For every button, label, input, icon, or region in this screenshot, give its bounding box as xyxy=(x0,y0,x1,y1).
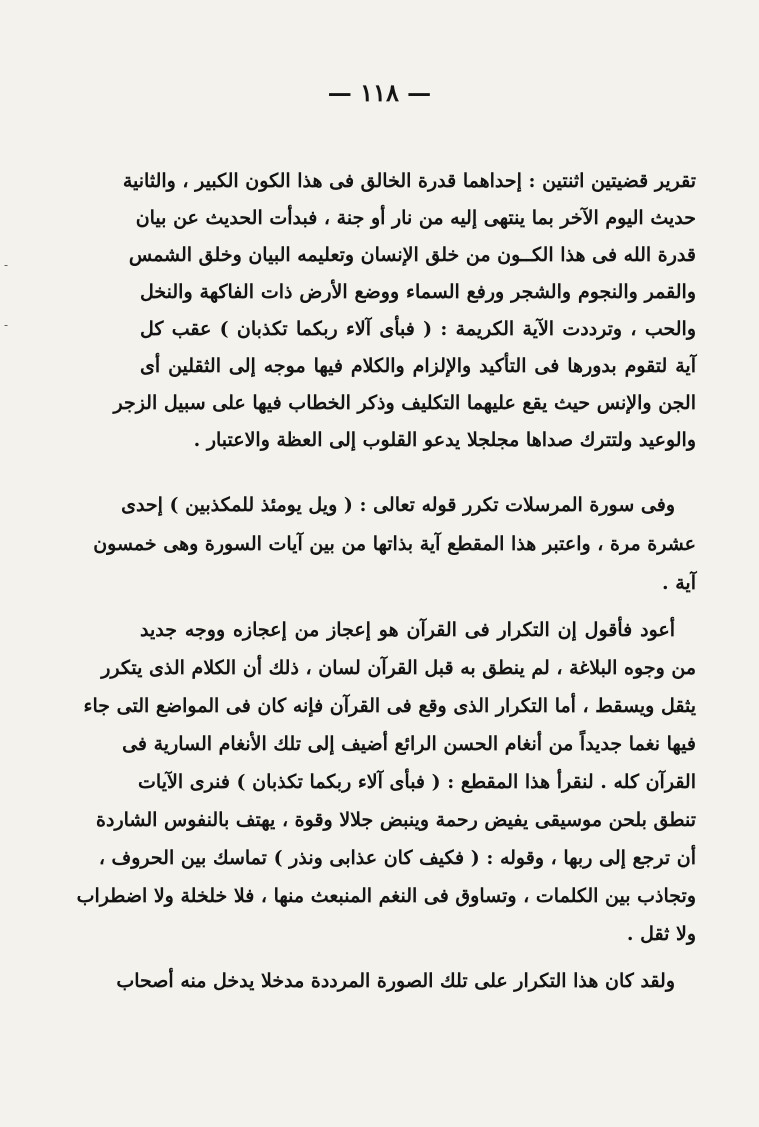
margin-mark: - xyxy=(4,318,9,332)
text-line: آية . xyxy=(662,572,696,594)
text-line: والحب ، وترددت الآية الكريمة : ( فبأى آلاء ربكما تكذبان ) عقب كل xyxy=(140,318,696,340)
text-line: وتجاذب بين الكلمات ، وتساوق فى النغم المنبعث منها ، فلا خلخلة ولا اضطراب xyxy=(76,885,696,907)
text-line: حديث اليوم الآخر بما ينتهى إليه من نار أو جنة ، فبدأت الحديث عن بيان xyxy=(135,207,696,229)
text-line: تقرير قضيتين اثنتين : إحداهما قدرة الخالق فى هذا الكون الكبير ، والثانية xyxy=(122,170,696,192)
text-line: ولا ثقل . xyxy=(626,923,696,945)
text-line: ولقد كان هذا التكرار على تلك الصورة المرددة مدخلا يدخل منه أصحاب xyxy=(116,970,675,992)
text-line: والوعيد ولتترك صداها مجلجلا يدعو القلوب إلى العظة والاعتبار . xyxy=(193,429,696,451)
text-line: القرآن كله . لنقرأ هذا المقطع : ( فبأى آلاء ربكما تكذبان ) فنرى الآيات xyxy=(138,771,696,793)
text-line: يثقل ويسقط ، أما التكرار الذى وقع فى القرآن فإنه كان فى المواضع التى جاء xyxy=(83,695,696,717)
text-line: آية لتقوم بدورها فى التأكيد والإلزام والكلام فيها موجه إلى الثقلين أى xyxy=(140,355,696,377)
text-line: من وجوه البلاغة ، لم ينطق به قبل القرآن لسان ، ذلك أن الكلام الذى يتكرر xyxy=(101,657,696,679)
page-number: — ١١٨ — xyxy=(327,78,432,107)
margin-mark: - xyxy=(4,258,9,272)
text-line: أعود فأقول إن التكرار فى القرآن هو إعجاز من إعجازه ووجه جديد xyxy=(140,619,675,641)
text-line: والقمر والنجوم والشجر ورفع السماء ووضع الأرض ذات الفاكهة والنخل xyxy=(140,281,696,303)
text-line: الجن والإنس حيث يقع عليهما التكليف وذكر الخطاب فيها على سبيل الزجر xyxy=(113,392,696,414)
text-line: فيها نغما جديداً من أنغام الحسن الرائع أضيف إلى تلك الأنغام السارية فى xyxy=(122,733,696,755)
text-line: أن ترجع إلى ربها ، وقوله : ( فكيف كان عذابى ونذر ) تماسك بين الحروف ، xyxy=(98,847,696,869)
text-line: قدرة الله فى هذا الكــون من خلق الإنسان وتعليمه البيان وخلق الشمس xyxy=(128,244,696,266)
text-line: تنطق بلحن موسيقى يفيض رحمة وينبض جلالا وقوة ، يهتف بالنفوس الشاردة xyxy=(96,809,696,831)
text-line: وفى سورة المرسلات تكرر قوله تعالى : ( ويل يومئذ للمكذبين ) إحدى xyxy=(121,494,675,516)
text-line: عشرة مرة ، واعتبر هذا المقطع آية بذاتها من بين آيات السورة وهى خمسون xyxy=(93,533,696,555)
